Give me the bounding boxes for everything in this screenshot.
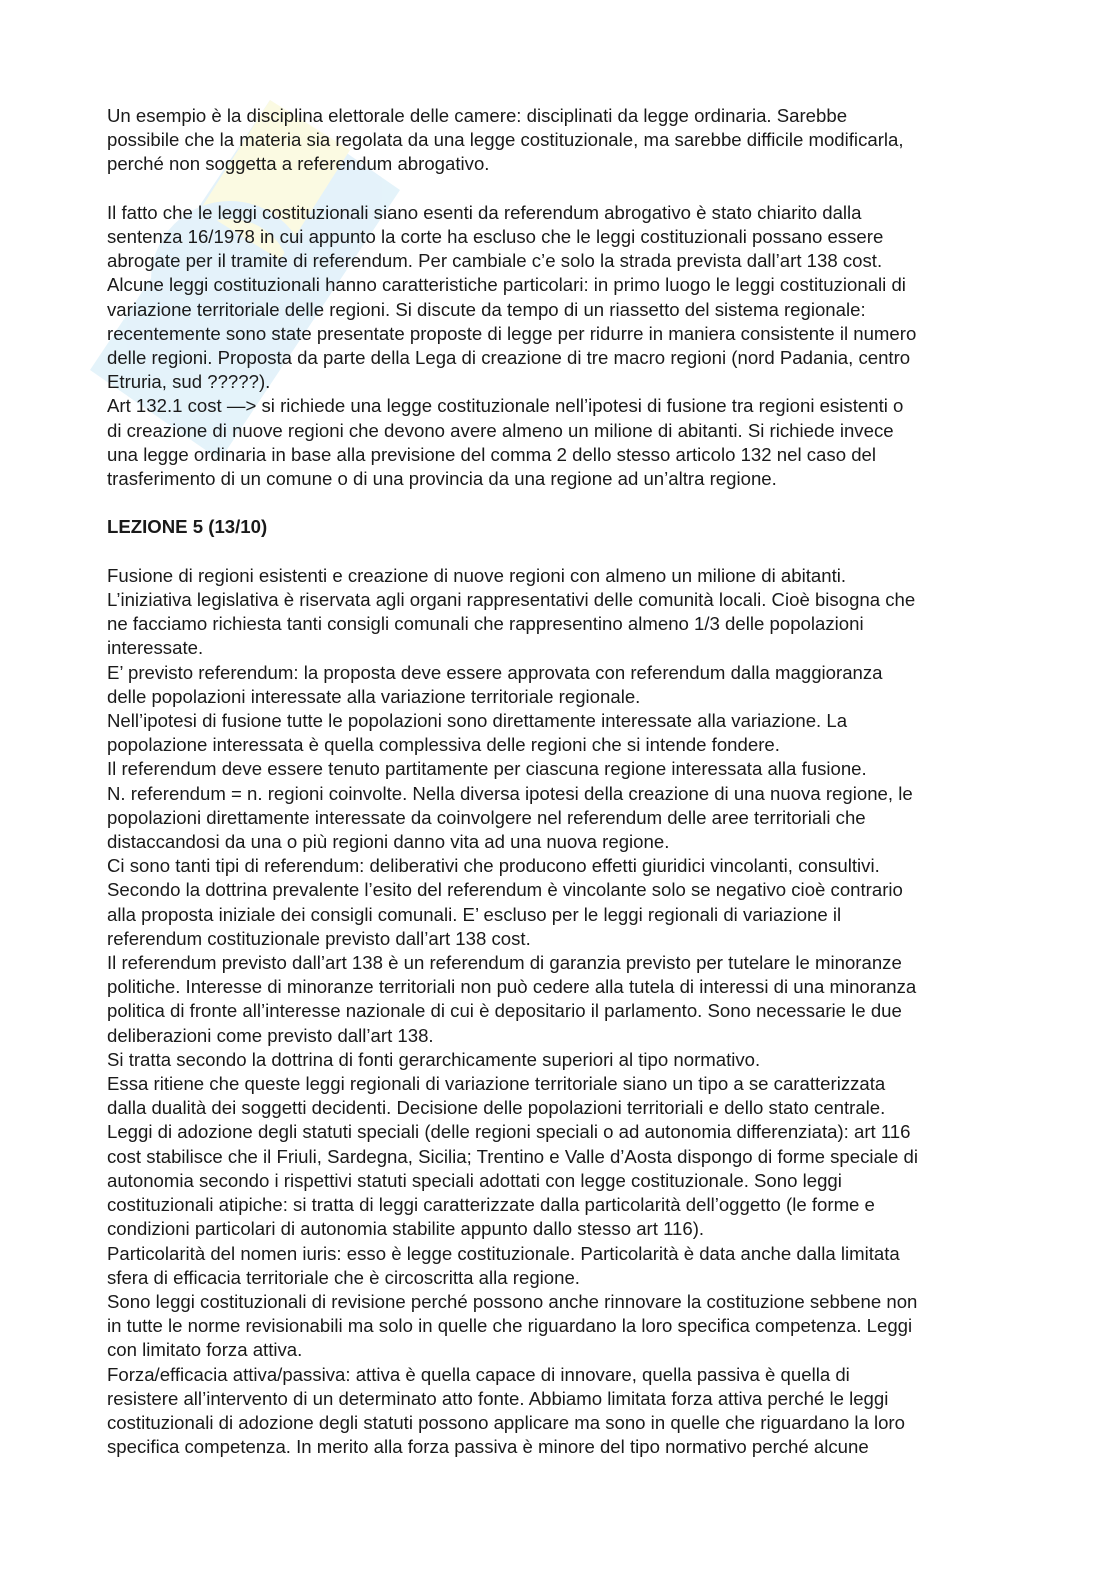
text-line: interessate. bbox=[107, 637, 204, 659]
text-line: deliberazioni come previsto dall’art 138. bbox=[107, 1024, 434, 1046]
paragraph-constitutional-laws bbox=[107, 201, 1007, 491]
text-line: costituzionali di adozione degli statuti possono applicare ma sono in quelle che riguardano la loro bbox=[107, 1411, 905, 1433]
text-line: Fusione di regioni esistenti e creazione di nuove regioni con almeno un milione di abitanti. bbox=[107, 564, 847, 586]
text-line: Nell’ipotesi di fusione tutte le popolazioni sono direttamente interessate alla variazione. La bbox=[107, 710, 848, 732]
text-line: condizioni particolari di autonomia stabilite appunto dallo stesso art 116). bbox=[107, 1218, 705, 1240]
text-line: Sono leggi costituzionali di revisione perché possono anche rinnovare la costituzione sebbene non bbox=[107, 1290, 918, 1312]
text-line: delle popolazioni interessate alla variazione territoriale regionale. bbox=[107, 685, 641, 707]
text-line: ne facciamo richiesta tanti consigli comunali che rappresentino almeno 1/3 delle popolazioni bbox=[107, 613, 864, 635]
text-line: politica di fronte all’interesse nazionale di cui è depositario il parlamento. Sono necessarie le due bbox=[107, 1000, 902, 1022]
text-line: abrogate per il tramite di referendum. Per cambiale c’e solo la strada prevista dall’art 138 cost. bbox=[107, 250, 883, 272]
text-line: Essa ritiene che queste leggi regionali di variazione territoriale siano un tipo a se caratterizzata bbox=[107, 1073, 886, 1095]
text-line: variazione territoriale delle regioni. Si discute da tempo di un riassetto del sistema regionale: bbox=[107, 298, 866, 320]
text-line: sfera di efficacia territoriale che è circoscritta alla regione. bbox=[107, 1266, 580, 1288]
paragraph-lesson-5 bbox=[107, 564, 1007, 1460]
text-line: delle regioni. Proposta da parte della Lega di creazione di tre macro regioni (nord Padania, centro bbox=[107, 347, 911, 369]
text-line: L’iniziativa legislativa è riservata agli organi rappresentativi delle comunità locali. Cioè bisogna che bbox=[107, 589, 916, 611]
text-line: recentemente sono state presentate proposte di legge per ridurre in maniera consistente il numero bbox=[107, 322, 917, 344]
document-body bbox=[107, 104, 1007, 1459]
text-line: autonomia secondo i rispettivi statuti speciali adottati con legge costituzionale. Sono leggi bbox=[107, 1169, 842, 1191]
text-line: Secondo la dottrina prevalente l’esito del referendum è vincolante solo se negativo cioè contrario bbox=[107, 879, 903, 901]
text-line: politiche. Interesse di minoranze territoriali non può cedere alla tutela di interessi di una minoranza bbox=[107, 976, 917, 998]
text-line: distaccandosi da una o più regioni danno vita ad una nuova regione. bbox=[107, 831, 670, 853]
text-line: trasferimento di un comune o di una provincia da una regione ad un’altra regione. bbox=[107, 468, 777, 490]
text-line: Alcune leggi costituzionali hanno caratteristiche particolari: in primo luogo le leggi costituzionali di bbox=[107, 274, 906, 296]
text-line: E’ previsto referendum: la proposta deve essere approvata con referendum dalla maggioranza bbox=[107, 661, 883, 683]
text-line: resistere all’intervento di un determinato atto fonte. Abbiamo limitata forza attiva perché le leggi bbox=[107, 1387, 889, 1409]
text-line: costituzionali atipiche: si tratta di leggi caratterizzate dalla particolarità dell’oggetto (le forme e bbox=[107, 1194, 875, 1216]
text-line: popolazione interessata è quella complessiva delle regioni che si intende fondere. bbox=[107, 734, 780, 756]
text-line: Si tratta secondo la dottrina di fonti gerarchicamente superiori al tipo normativo. bbox=[107, 1048, 761, 1070]
text-line: perché non soggetta a referendum abrogativo. bbox=[107, 153, 490, 175]
text-line: N. referendum = n. regioni coinvolte. Nella diversa ipotesi della creazione di una nuova regione, le bbox=[107, 782, 913, 804]
lesson-heading: LEZIONE 5 (13/10) bbox=[107, 516, 268, 538]
text-line: Etruria, sud ?????). bbox=[107, 371, 271, 393]
text-line: Il fatto che le leggi costituzionali siano esenti da referendum abrogativo è stato chiarito dalla bbox=[107, 201, 862, 223]
text-line: Il referendum deve essere tenuto partitamente per ciascuna regione interessata alla fusione. bbox=[107, 758, 867, 780]
text-line: Particolarità del nomen iuris: esso è legge costituzionale. Particolarità è data anche dalla limitata bbox=[107, 1242, 900, 1264]
text-line: cost stabilisce che il Friuli, Sardegna, Sicilia; Trentino e Valle d’Aosta dispongo di forme speciale di bbox=[107, 1145, 918, 1167]
text-line: specifica competenza. In merito alla forza passiva è minore del tipo normativo perché alcune bbox=[107, 1436, 869, 1458]
text-line: con limitato forza attiva. bbox=[107, 1339, 303, 1361]
text-line: una legge ordinaria in base alla previsione del comma 2 dello stesso articolo 132 nel caso del bbox=[107, 443, 877, 465]
text-line: dalla dualità dei soggetti decidenti. Decisione delle popolazioni territoriali e dello stato centrale. bbox=[107, 1097, 886, 1119]
text-line: Leggi di adozione degli statuti speciali (delle regioni speciali o ad autonomia differenziata): art 116 bbox=[107, 1121, 911, 1143]
text-line: referendum costituzionale previsto dall’art 138 cost. bbox=[107, 927, 531, 949]
text-line: possibile che la materia sia regolata da una legge costituzionale, ma sarebbe difficile modificarla, bbox=[107, 129, 904, 151]
text-line: sentenza 16/1978 in cui appunto la corte ha escluso che le leggi costituzionali possano essere bbox=[107, 226, 884, 247]
text-line: Il referendum previsto dall’art 138 è un referendum di garanzia previsto per tutelare le minoranze bbox=[107, 952, 902, 974]
text-line: Art 132.1 cost —> si richiede una legge costituzionale nell’ipotesi di fusione tra regioni esistenti o bbox=[107, 395, 904, 417]
text-line: Ci sono tanti tipi di referendum: deliberativi che producono effetti giuridici vincolanti, consultivi. bbox=[107, 855, 880, 877]
paragraph-electoral-discipline bbox=[107, 104, 1007, 177]
text-line: alla proposta iniziale dei consigli comunali. E’ escluso per le leggi regionali di variazione il bbox=[107, 903, 842, 925]
text-line: di creazione di nuove regioni che devono avere almeno un milione di abitanti. Si richiede invece bbox=[107, 419, 894, 441]
text-line: popolazioni direttamente interessate da coinvolgere nel referendum delle aree territoriali che bbox=[107, 806, 866, 828]
text-line: Forza/efficacia attiva/passiva: attiva è quella capace di innovare, quella passiva è quella di bbox=[107, 1363, 850, 1385]
text-line: Un esempio è la disciplina elettorale delle camere: disciplinati da legge ordinaria. Sarebbe bbox=[107, 105, 848, 126]
text-line: in tutte le norme revisionabili ma solo in quelle che riguardano la loro specifica competenza. Leggi bbox=[107, 1315, 913, 1337]
